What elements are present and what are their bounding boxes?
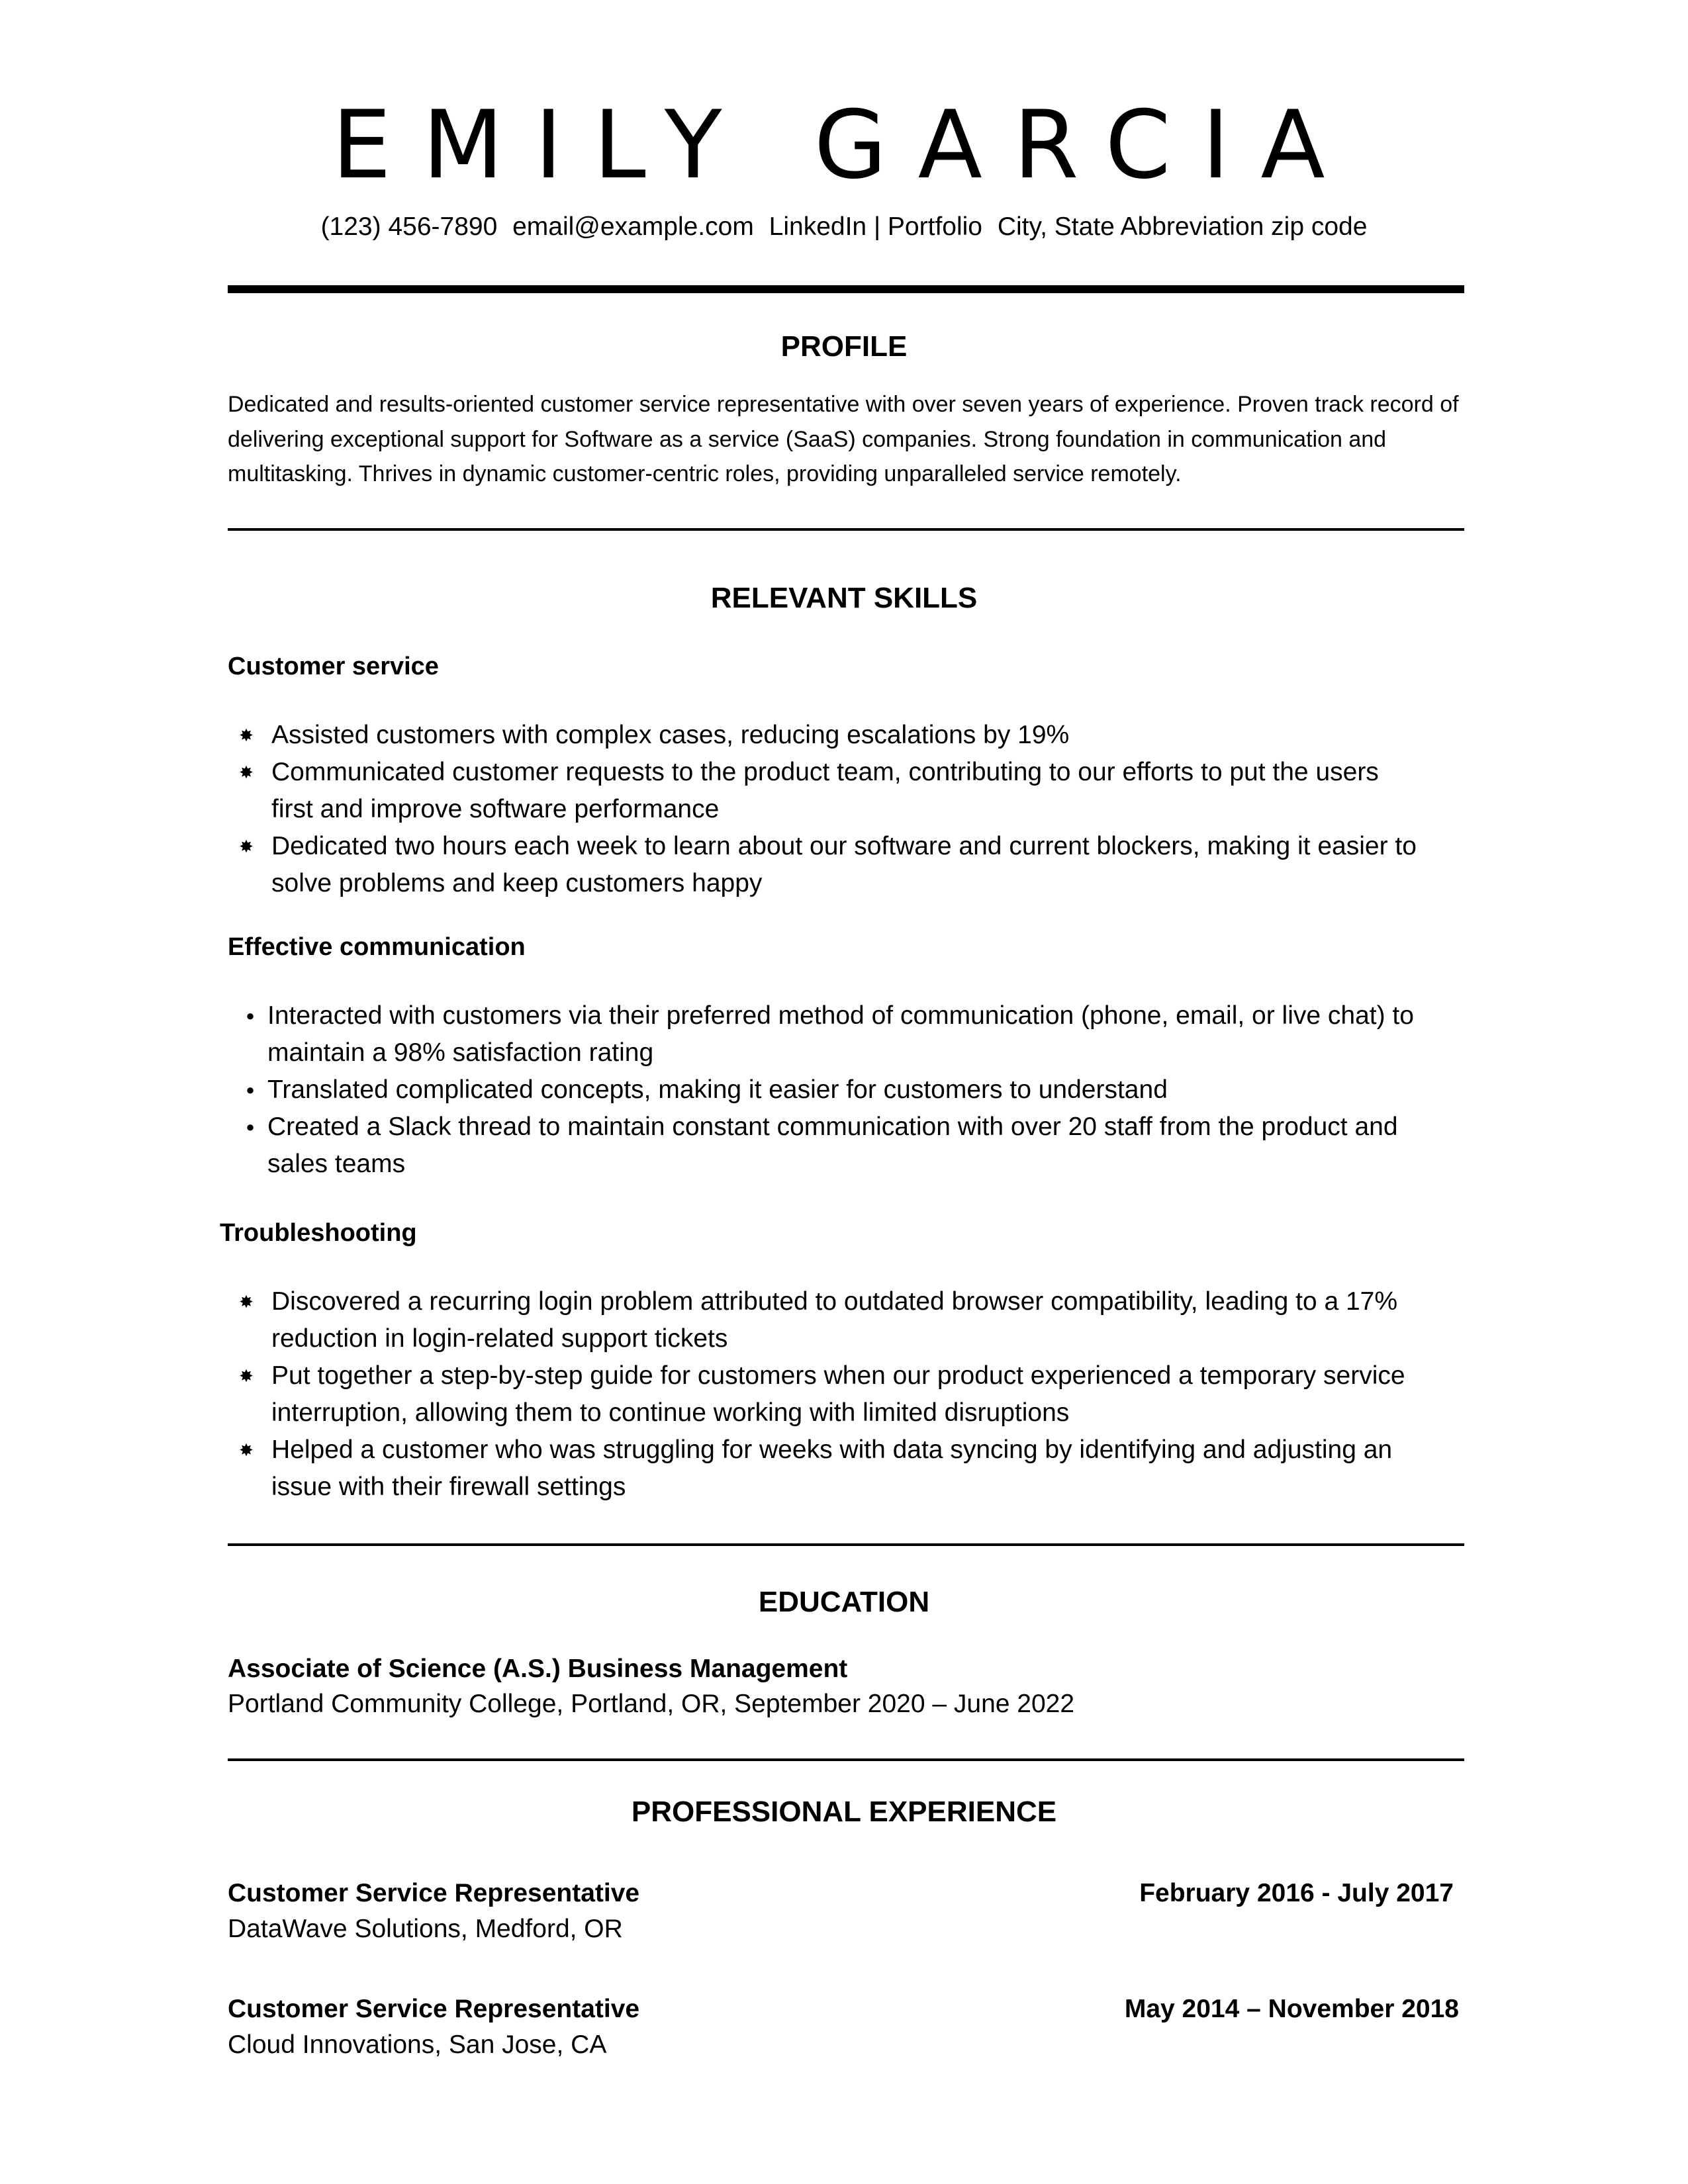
- job-entry: [228, 1876, 1463, 1947]
- star-bullet-icon: ✸: [239, 1292, 254, 1312]
- degree: Associate of Science (A.S.) Business Management: [228, 1655, 848, 1683]
- dot-bullet-icon: ●: [246, 1118, 255, 1135]
- location: City, State Abbreviation zip code: [997, 212, 1368, 241]
- list-item: ✸ Communicated customer requests to the product team, contributing to our efforts to put the users first and improve software performance: [228, 754, 1419, 828]
- school-info: Portland Community College, Portland, OR, September 2020 – June 2022: [228, 1690, 1075, 1718]
- job-title: Customer Service Representative: [228, 1995, 640, 2023]
- section-divider: [228, 1543, 1464, 1546]
- candidate-name: EMILY GARCIA: [332, 91, 1356, 200]
- skills-heading: RELEVANT SKILLS: [710, 582, 978, 614]
- experience-heading: PROFESSIONAL EXPERIENCE: [631, 1796, 1057, 1828]
- profile-heading: PROFILE: [780, 330, 908, 363]
- skill-group-heading: Troubleshooting: [220, 1219, 417, 1247]
- job-dates: May 2014 – November 2018: [1124, 1995, 1459, 2023]
- education-heading: EDUCATION: [758, 1586, 930, 1618]
- list-item: ● Created a Slack thread to maintain constant communication with over 20 staff from the product and sales teams: [228, 1109, 1419, 1183]
- list-item: ● Translated complicated concepts, making it easier for customers to understand: [228, 1071, 1419, 1109]
- list-item: ✸ Discovered a recurring login problem attributed to outdated browser compatibility, leading to a 17% reduction in login-related support tickets: [228, 1283, 1419, 1357]
- job-entry: [228, 1991, 1463, 2063]
- header-divider: [228, 285, 1464, 293]
- list-item: ● Interacted with customers via their preferred method of communication (phone, email, or live chat) to maintain a 98% satisfaction rating: [228, 997, 1419, 1071]
- section-divider: [228, 528, 1464, 531]
- list-item: ✸ Put together a step-by-step guide for customers when our product experienced a temporary service interruption, allowing them to continue working with limited disruptions: [228, 1357, 1419, 1432]
- skill-list-communication: [228, 997, 1419, 1183]
- skill-group-heading: Customer service: [228, 653, 439, 680]
- job-company: Cloud Innovations, San Jose, CA: [228, 2030, 607, 2059]
- skill-list-troubleshooting: [228, 1283, 1419, 1506]
- star-bullet-icon: ✸: [239, 837, 254, 856]
- phone-number: (123) 456-7890: [320, 212, 498, 241]
- list-item: ✸ Helped a customer who was struggling for weeks with data syncing by identifying and adjusting an issue with their firewall settings: [228, 1432, 1419, 1506]
- dot-bullet-icon: ●: [246, 1081, 255, 1098]
- list-item: ✸ Assisted customers with complex cases, reducing escalations by 19%: [228, 717, 1419, 754]
- email-address: email@example.com: [512, 212, 754, 241]
- profile-summary: Dedicated and results-oriented customer service representative with over seven years of experience. Proven track record of delivering exceptional support for Software as a service (SaaS) companies. Strong foundation in communication and multitasking. Thrives in dynamic customer-centric roles, providing unparalleled service remotely.: [228, 392, 1459, 486]
- skill-group-heading: Effective communication: [228, 933, 526, 961]
- job-title: Customer Service Representative: [228, 1879, 640, 1907]
- star-bullet-icon: ✸: [239, 1440, 254, 1460]
- skill-list-customer-service: [228, 717, 1419, 902]
- section-divider: [228, 1758, 1464, 1761]
- star-bullet-icon: ✸: [239, 725, 254, 745]
- dot-bullet-icon: ●: [246, 1007, 255, 1024]
- job-dates: February 2016 - July 2017: [1139, 1879, 1454, 1907]
- job-company: DataWave Solutions, Medford, OR: [228, 1915, 623, 1943]
- star-bullet-icon: ✸: [239, 1366, 254, 1386]
- star-bullet-icon: ✸: [239, 762, 254, 782]
- contact-line: [0, 210, 1688, 244]
- profile-links: LinkedIn | Portfolio: [769, 212, 982, 241]
- list-item: ✸ Dedicated two hours each week to learn about our software and current blockers, making it easier to solve problems and keep customers happy: [228, 828, 1419, 902]
